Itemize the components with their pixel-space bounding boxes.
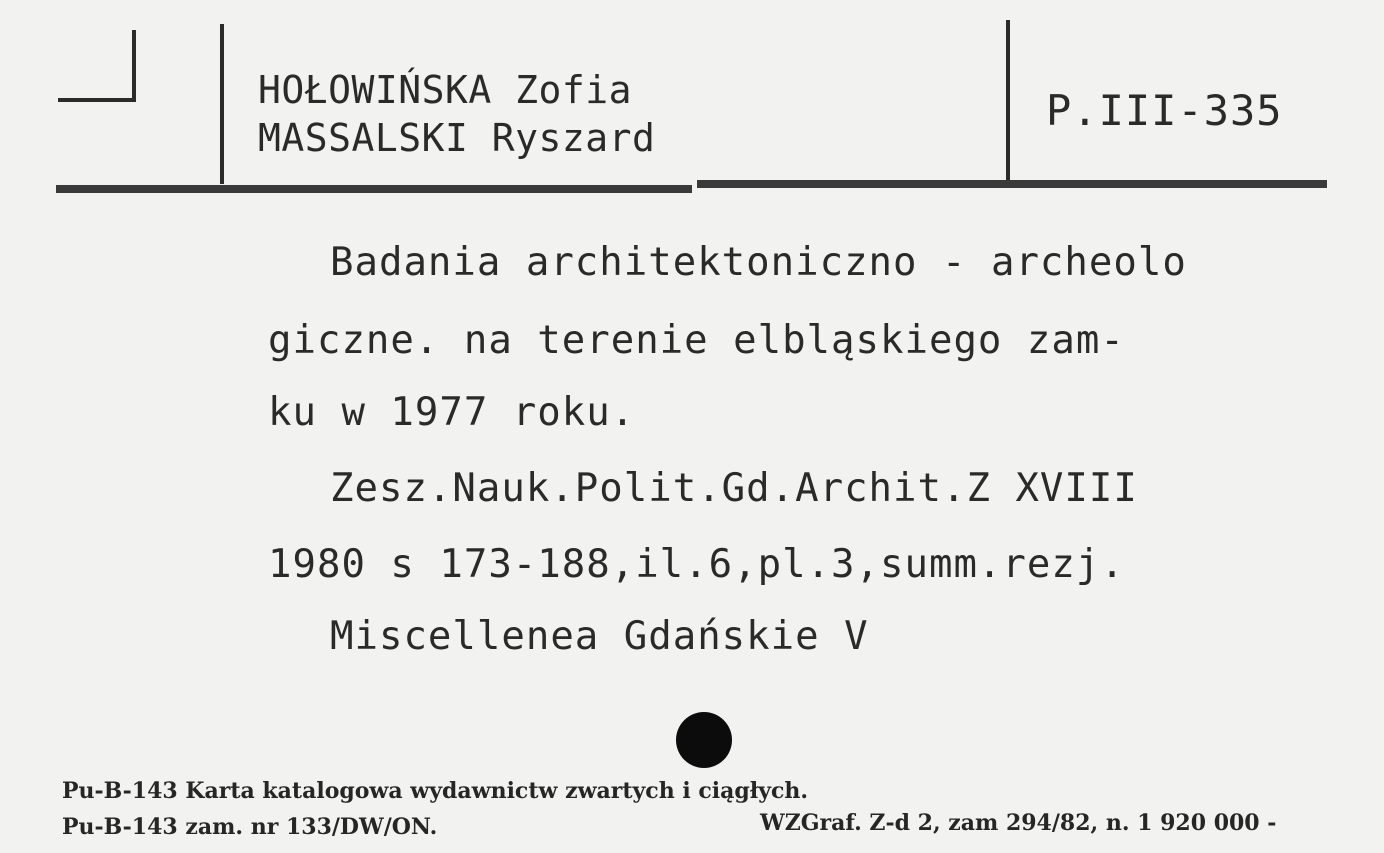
title-line-2: giczne. na terenie elbląskiego zam- <box>268 318 1125 363</box>
title-line-3: ku w 1977 roku. <box>268 390 636 435</box>
author-2: MASSALSKI Ryszard <box>258 116 656 160</box>
call-number: P.III-335 <box>1046 86 1283 135</box>
authors <box>258 66 655 162</box>
author-1: HOŁOWIŃSKA Zofia <box>258 68 633 112</box>
footer-line-2-left: Pu-B-143 zam. nr 133/DW/ON. <box>62 814 438 840</box>
header-rule-right <box>697 180 1327 188</box>
series-line: Miscellenea Gdańskie V <box>330 614 869 659</box>
corner-mark <box>58 30 136 102</box>
corner-mark-vertical <box>132 30 136 102</box>
corner-mark-horizontal <box>58 98 136 102</box>
punch-hole <box>676 712 732 768</box>
source-line-1: Zesz.Nauk.Polit.Gd.Archit.Z XVIII <box>330 466 1138 511</box>
footer-line-2-right: WZGraf. Z-d 2, zam 294/82, n. 1 920 000 - <box>760 810 1277 836</box>
title-line-1: Badania architektoniczno - archeolo <box>330 240 1187 285</box>
source-line-2: 1980 s 173-188,il.6,pl.3,summ.rezj. <box>268 542 1125 587</box>
header-rule-left <box>56 185 692 193</box>
divider-right <box>1006 20 1010 180</box>
divider-left <box>220 24 224 184</box>
footer-line-1: Pu-B-143 Karta katalogowa wydawnictw zwartych i ciągłych. <box>62 778 809 804</box>
